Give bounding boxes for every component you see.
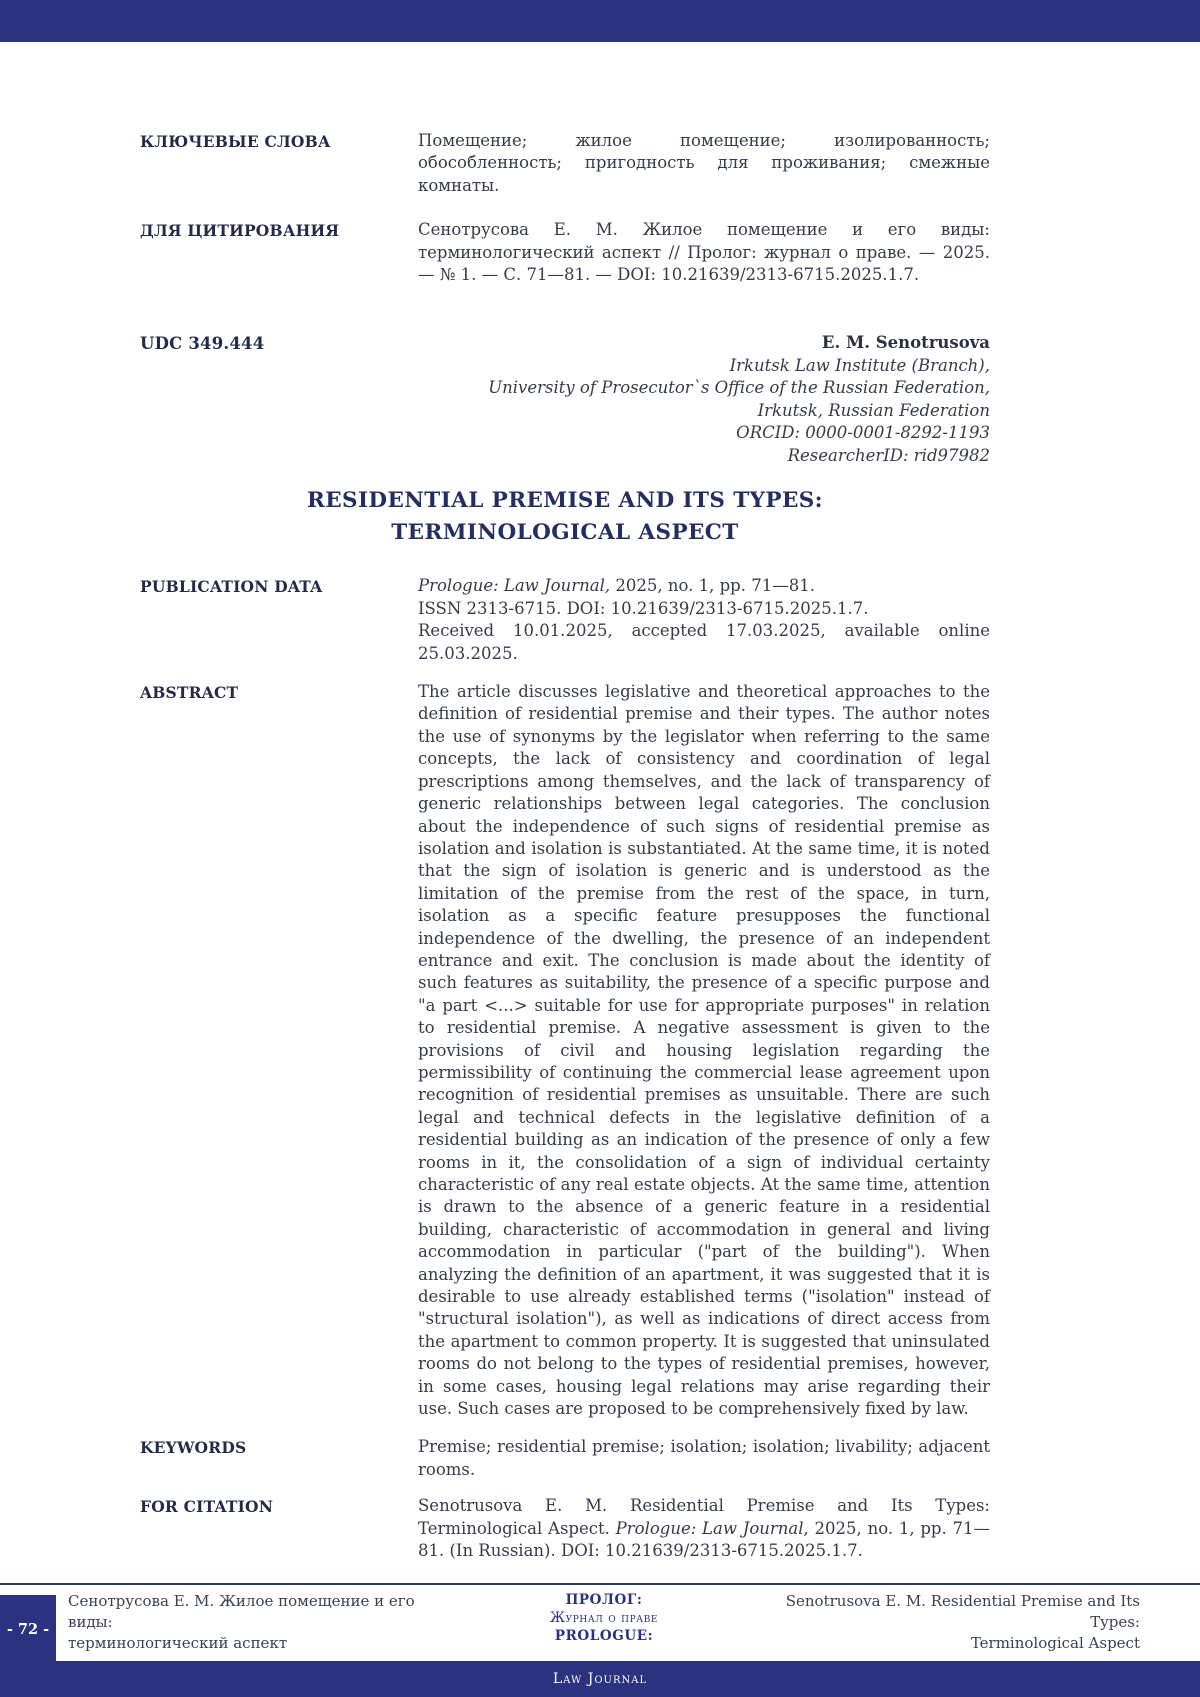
abstract-label: ABSTRACT xyxy=(140,683,239,703)
footer-divider xyxy=(0,1583,1200,1585)
for-citation-after: , 2025, no. 1, pp. 71—81. (In Russian). DOI: 10.21639/2313-6715.2025.1.7. xyxy=(418,1518,990,1561)
page-number-tab xyxy=(0,1595,56,1697)
bottom-bar xyxy=(0,1661,1200,1697)
udc-label: UDC 349.444 xyxy=(140,334,265,354)
footer-right-citation xyxy=(754,1591,1140,1654)
author-researcherid: ResearcherID: rid97982 xyxy=(787,445,990,465)
publication-line-3: Received 10.01.2025, accepted 17.03.2025, available online 25.03.2025. xyxy=(418,621,990,663)
abstract-text: The article discusses legislative and theoretical approaches to the definition of residential premise and their types. The author notes the use of synonyms by the legislator when referring to the same concepts, the lack of consistency and coordination of legal prescriptions among themselves, and the lack of transparency of generic relationships between legal categories. The conclusion about the independence of such signs of residential premise as isolation and isolation is substantiated. At the same time, it is noted that the sign of isolation is generic and is understood as the limitation of the premise from the rest of the space, in turn, isolation as a specific feature presupposes the functional independence of the dwelling, the presence of an independent entrance and exit. The conclusion is made about the identity of such features as suitability, the presence of a specific purpose and "a part <...> suitable for use for appropriate purposes" in relation to residential premise. A negative assessment is given to the provisions of civil and housing legislation regarding the permissibility of continuing the commercial lease agreement upon recognition of residential premises as unsuitable. There are such legal and technical defects in the legislative definition of a residential building as an indication of the presence of only a few rooms in it, the consolidation of a sign of individual certainty characteristic of any real estate objects. At the same time, attention is drawn to the absence of a generic feature in a residential building, characteristic of accommodation in general and living accommodation in particular ("part of the building"). When analyzing the definition of an apartment, it was suggested that it is desirable to use already established terms ("isolation" instead of "structural isolation"), as well as indications of direct access from the apartment to common property. It is suggested that uninsulated rooms do not belong to the types of residential premises, however, in some cases, housing legal relations may arise regarding their use. Such cases are proposed to be comprehensively fixed by law. xyxy=(418,682,990,1419)
footer-law-journal-en: Law Journal xyxy=(552,1671,648,1687)
author-orcid: ORCID: 0000-0001-8292-1193 xyxy=(736,423,990,443)
footer-journal-ru: Журнал о праве xyxy=(549,1610,659,1626)
publication-data-label: PUBLICATION DATA xyxy=(140,577,323,597)
author-affiliation-line: Irkutsk Law Institute (Branch), xyxy=(729,355,990,375)
footer-prolog-ru: ПРОЛОГ: xyxy=(565,1592,643,1608)
keywords-en-text: Premise; residential premise; isolation; isolation; livability; adjacent rooms. xyxy=(418,1437,990,1479)
footer-columns xyxy=(0,1591,1200,1654)
footer-left-citation xyxy=(68,1591,454,1654)
publication-line-1-rest: 2025, no. 1, pp. 71—81. xyxy=(610,576,815,596)
publication-data-row xyxy=(140,575,990,665)
for-citation-label: FOR CITATION xyxy=(140,1497,274,1517)
author-block xyxy=(418,332,990,467)
page-number: - 72 - xyxy=(6,1621,50,1638)
citation-ru-text: Сенотрусова Е. М. Жилое помещение и его виды: терминологический аспект // Пролог: журнал о праве. — 2025. — № 1. — С. 71—81. — DOI: 10.21639/2313-6715.2025.1.7. xyxy=(418,220,990,285)
publication-data-text xyxy=(418,575,990,665)
citation-ru-label: ДЛЯ ЦИТИРОВАНИЯ xyxy=(140,221,340,241)
page-footer xyxy=(0,1583,1200,1697)
author-affiliation-line: Irkutsk, Russian Federation xyxy=(757,400,990,420)
keywords-ru-text: Помещение; жилое помещение; изолированность; обособленность; пригодность для проживания; смежные комнаты. xyxy=(418,131,990,195)
keywords-en-label: KEYWORDS xyxy=(140,1438,247,1458)
keywords-ru-label: КЛЮЧЕВЫЕ СЛОВА xyxy=(140,132,331,151)
footer-right-line1: Senotrusova E. M. Residential Premise and Its Types: xyxy=(785,1592,1140,1631)
for-citation-journal-italic: Prologue: Law Journal xyxy=(615,1518,804,1538)
keywords-ru-row xyxy=(140,130,990,197)
footer-journal-name xyxy=(454,1591,754,1654)
for-citation-text xyxy=(418,1495,990,1562)
for-citation-row xyxy=(140,1495,990,1562)
citation-ru-row xyxy=(140,219,990,286)
article-title-line2: TERMINOLOGICAL ASPECT xyxy=(391,520,739,546)
footer-right-line2: Terminological Aspect xyxy=(970,1634,1140,1652)
publication-line-1 xyxy=(418,575,990,597)
article-title xyxy=(140,485,990,549)
udc-author-row xyxy=(140,332,990,467)
article-title-line1: RESIDENTIAL PREMISE AND ITS TYPES: xyxy=(306,488,824,514)
author-affiliation-line: University of Prosecutor`s Office of the Russian Federation, xyxy=(488,378,990,398)
footer-left-line2: терминологический аспект xyxy=(68,1634,288,1652)
footer-left-line1: Сенотрусова Е. М. Жилое помещение и его виды: xyxy=(68,1592,415,1631)
for-citation-before: Senotrusova E. M. Residential Premise and Its Types: Terminological Aspect. xyxy=(418,1496,990,1538)
page-content xyxy=(140,42,990,1563)
top-bar xyxy=(0,0,1200,42)
journal-name-italic: Prologue: Law Journal, xyxy=(418,576,611,596)
abstract-row xyxy=(140,681,990,1420)
author-name: E. M. Senotrusova xyxy=(821,333,990,353)
footer-prologue-en: PROLOGUE: xyxy=(554,1628,654,1644)
keywords-en-row xyxy=(140,1436,990,1481)
publication-line-2: ISSN 2313-6715. DOI: 10.21639/2313-6715.2025.1.7. xyxy=(418,598,869,618)
